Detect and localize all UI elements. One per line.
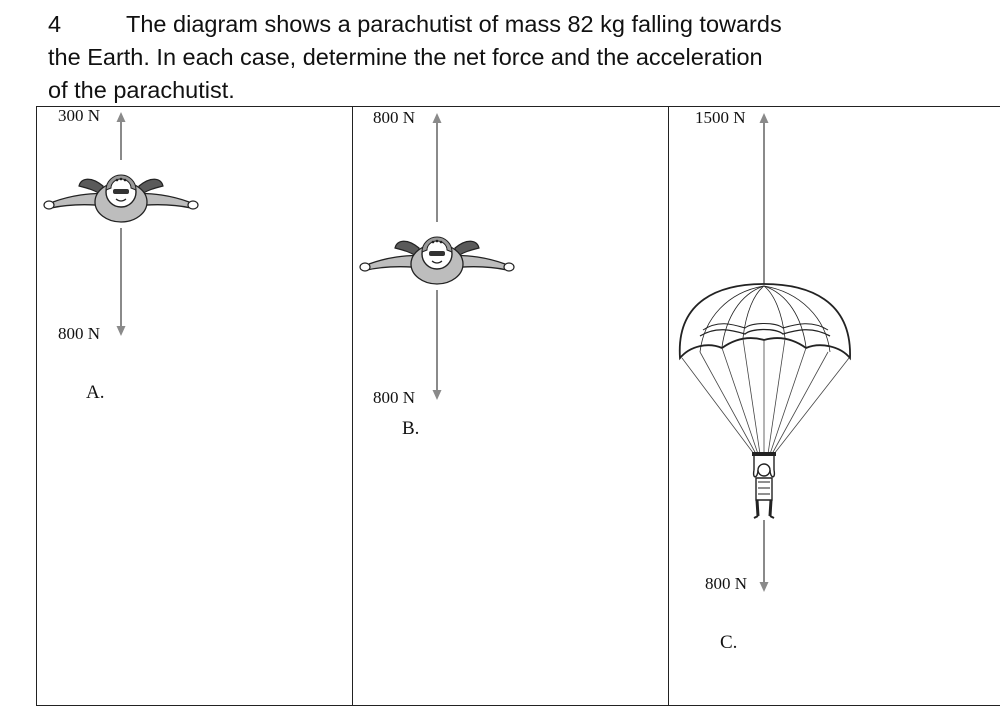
panel-c-down-force-label: 800 N — [705, 574, 748, 593]
panel-a-up-force-label: 300 N — [58, 106, 101, 125]
panel-a-down-arrow — [117, 228, 126, 336]
panel-c-down-arrow — [760, 520, 769, 592]
skydiver-icon — [44, 175, 198, 222]
panel-a-down-force-label: 800 N — [58, 324, 101, 343]
question-number: 4 — [48, 11, 62, 37]
question-line-1-text: The diagram shows a parachutist of mass 82 kg falling towards — [126, 11, 782, 37]
question-line-3: of the parachutist. — [48, 77, 235, 103]
panel-b-label: B. — [402, 418, 420, 439]
panel-b-up-arrow — [433, 113, 442, 222]
panel-b-down-force-label: 800 N — [373, 388, 416, 407]
panel-a-up-arrow — [117, 112, 126, 160]
skydiver-icon — [360, 237, 514, 284]
question-line-2: the Earth. In each case, determine the net force and the acceleration — [48, 44, 763, 70]
panel-a-label: A. — [86, 382, 105, 403]
parachutist-figure-icon — [754, 456, 775, 518]
panel-b-down-arrow — [433, 290, 442, 400]
parachute-icon — [680, 284, 850, 456]
panel-c-up-arrow — [760, 113, 769, 286]
panel-c-up-force-label: 1500 N — [695, 108, 746, 127]
panel-b-up-force-label: 800 N — [373, 108, 416, 127]
panel-c-label: C. — [720, 632, 738, 653]
